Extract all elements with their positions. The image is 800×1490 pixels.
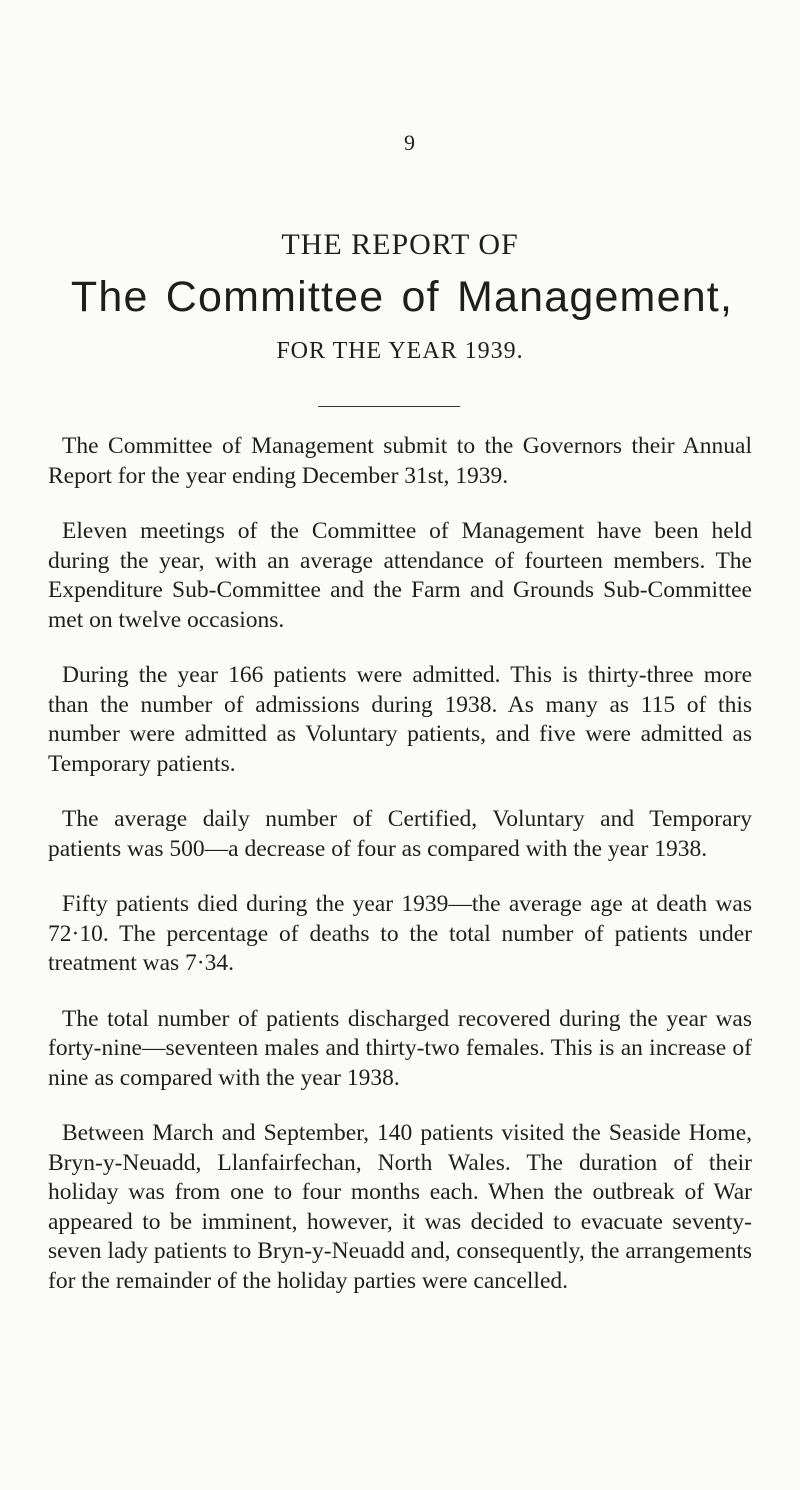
paragraph-discharged: The total number of patients discharged recovered during the year was forty-nine—seventeen males and thirty-two females. This is an increase of nine as compared with the year 1938. bbox=[48, 1005, 752, 1091]
report-year: FOR THE YEAR 1939. bbox=[276, 338, 524, 364]
divider-rule bbox=[318, 406, 460, 407]
report-title: The Committee of Management, bbox=[70, 273, 734, 321]
paragraph-meetings: Eleven meetings of the Committee of Management have been held during the year, with an average attendance of fourteen members. The Expenditure Sub-Committee and the Farm and Grounds Sub-Committee met on twelve occasions. bbox=[48, 518, 752, 633]
paragraph-admissions: During the year 166 patients were admitted. This is thirty-three more than the number of admissions during 1938. As many as 115 of this number were admitted as Voluntary patients, and five were admitted as Temporary patients. bbox=[48, 662, 752, 777]
report-body bbox=[48, 432, 752, 1322]
page-number: 9 bbox=[404, 130, 416, 155]
paragraph-average-daily: The average daily number of Certified, Voluntary and Temporary patients was 500—a decrease of four as compared with the year 1938. bbox=[48, 806, 752, 862]
paragraph-seaside-home: Between March and September, 140 patients visited the Seaside Home, Bryn-y-Neuadd, Llanfairfechan, North Wales. The duration of their holiday was from one to four months each. When the outbreak of War appeared to be imminent, however, it was decided to evacuate seventy-seven lady patients to Bryn-y-Neuadd and, consequently, the arrangements for the remainder of the holiday parties were cancelled. bbox=[48, 1120, 752, 1294]
paragraph-intro: The Committee of Management submit to the Governors their Annual Report for the year ending December 31st, 1939. bbox=[48, 433, 752, 489]
paragraph-deaths: Fifty patients died during the year 1939—the average age at death was 72·10. The percentage of deaths to the total number of patients under treatment was 7·34. bbox=[48, 891, 752, 976]
report-heading: THE REPORT OF bbox=[281, 228, 519, 261]
